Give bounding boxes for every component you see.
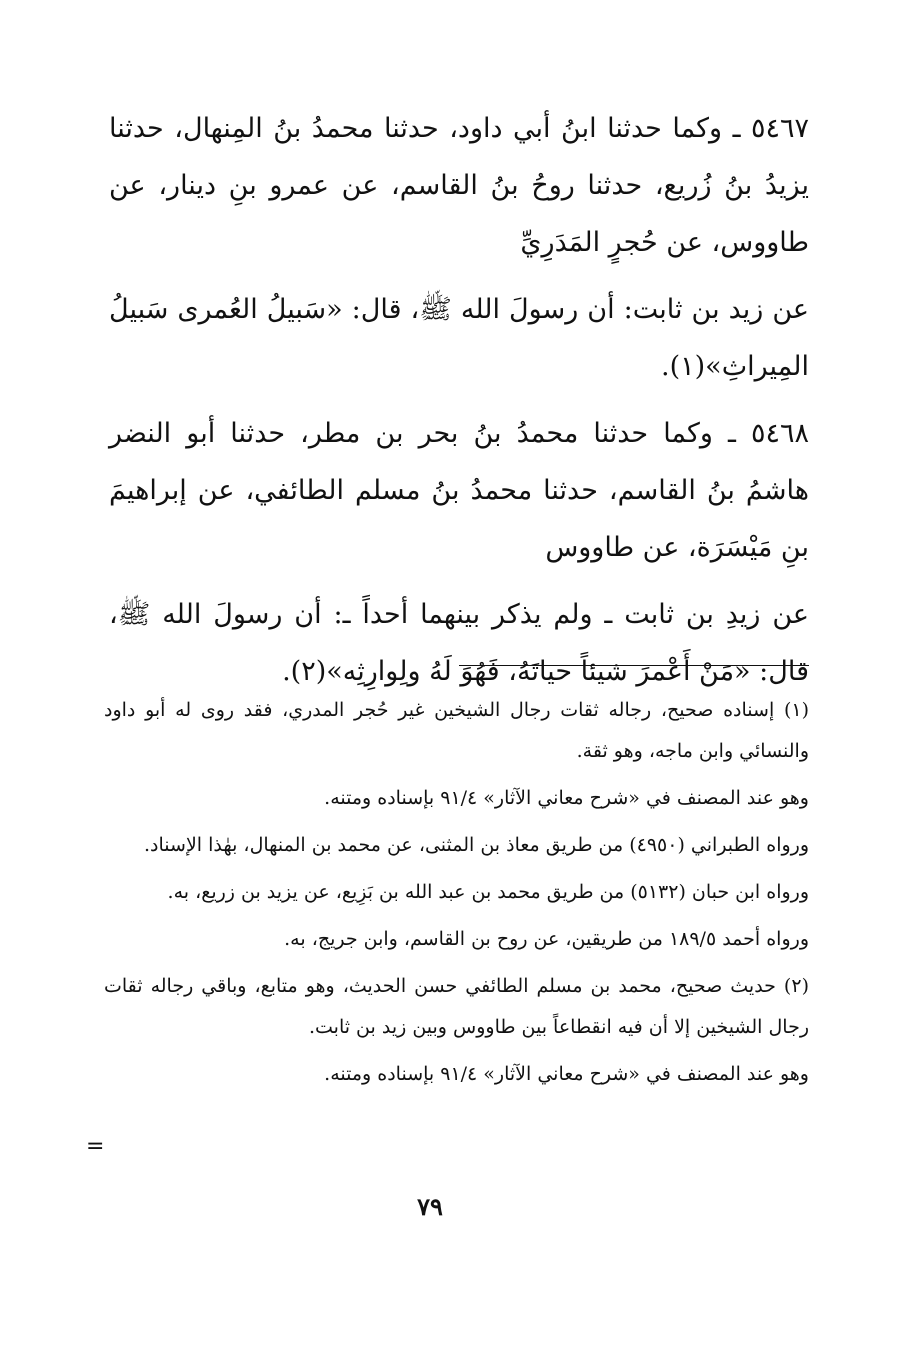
- page-number: ٧٩: [417, 1192, 443, 1221]
- hadith-5468-matn: عن زيدِ بن ثابت ـ ولم يذكر بينهما أحداً ـ: أن رسولَ الله ﷺ، قال: «مَنْ أَعْمرَ شيئاً حياتَهُ، فَهُوَ لَهُ ولِوارِثِه»(٢).: [109, 599, 809, 687]
- main-text: [109, 100, 809, 710]
- footnote-1-line: ورواه أحمد ١٨٩/٥ من طريقين، عن روح بن القاسم، وابن جريج، به.: [284, 928, 809, 950]
- footnote-1-line: ورواه ابن حبان (٥١٣٢) من طريق محمد بن عبد الله بن بَزِيع، عن يزيد بن زريع، به.: [167, 881, 809, 903]
- footnote-2: (٢) حديث صحيح، محمد بن مسلم الطائفي حسن الحديث، وهو متابع، وباقي رجاله ثقات رجال الشيخين إلا أن فيه انقطاعاً بين طاووس وبين زيد بن ثابت.: [104, 975, 809, 1038]
- footnote-separator: [459, 665, 809, 666]
- footnote-1: (١) إسناده صحيح، رجاله ثقات رجال الشيخين غير حُجر المدري، فقد روى له أبو داود والنسائي وابن ماجه، وهو ثقة.: [104, 699, 809, 762]
- hadith-5467-isnad: ٥٤٦٧ ـ وكما حدثنا ابنُ أبي داود، حدثنا محمدُ بنُ المِنهال، حدثنا يزيدُ بنُ زُريع، حدثنا روحُ بنُ القاسم، عن عمرو بنِ دينار، عن طاووس، عن حُجرٍ المَدَرِيِّ: [109, 113, 809, 258]
- hadith-5468-isnad: ٥٤٦٨ ـ وكما حدثنا محمدُ بنُ بحر بن مطر، حدثنا أبو النضر هاشمُ بنُ القاسم، حدثنا محمدُ بنُ مسلم الطائفي، عن إبراهيمَ بنِ مَيْسَرَة، عن طاووس: [109, 418, 809, 563]
- footnote-1-line: ورواه الطبراني (٤٩٥٠) من طريق معاذ بن المثنى، عن محمد بن المنهال، بهٰذا الإسناد.: [144, 834, 809, 856]
- footnotes: [104, 690, 809, 1101]
- side-marker: =: [86, 1134, 105, 1159]
- footnote-2-line: وهو عند المصنف في «شرح معاني الآثار» ٩١/٤ بإسناده ومتنه.: [324, 1063, 809, 1085]
- footnote-1-line: وهو عند المصنف في «شرح معاني الآثار» ٩١/٤ بإسناده ومتنه.: [324, 787, 809, 809]
- hadith-5467-matn: عن زيد بن ثابت: أن رسولَ الله ﷺ، قال: «سَبيلُ العُمرى سَبيلُ المِيراثِ»(١).: [109, 294, 810, 382]
